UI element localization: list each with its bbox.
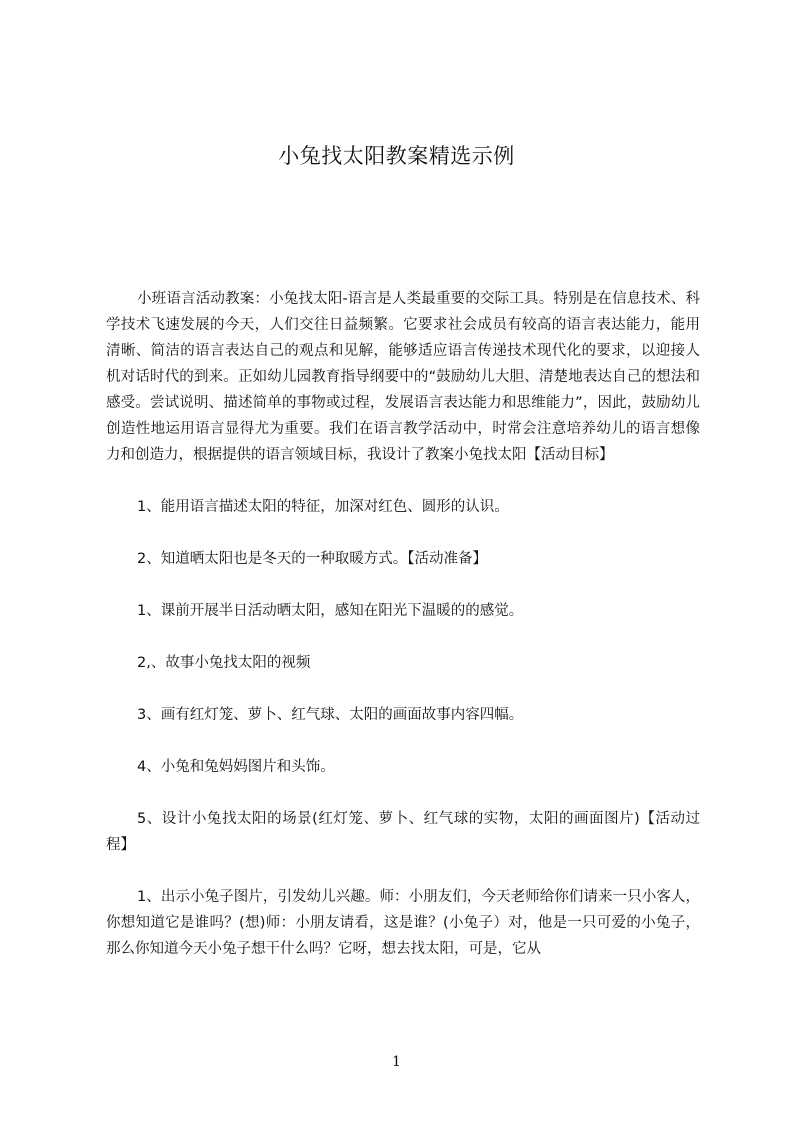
paragraph-prep-2: 2,、故事小兔找太阳的视频: [137, 655, 311, 671]
paragraph-intro: 小班语言活动教案：小兔找太阳-语言是人类最重要的交际工具。特别是在信息技术、科学技术飞速发展的今天，人们交往日益频繁。它要求社会成员有较高的语言表达能力，能用清晰、简洁的语言表达自己的观点和见解，能够适应语言传递技术现代化的要求，以迎接人机对话时代的到来。正如幼儿园教育指导纲要中的“鼓励幼儿大胆、清楚地表达自己的想法和感受。尝试说明、描述简单的事物或过程，发展语言表达能力和思维能力”，因此，鼓励幼儿创造性地运用语言显得尤为重要。我们在语言教学活动中，时常会注意培养幼儿的语言想像力和创造力，根据提供的语言领域目标，我设计了教案小兔找太阳【活动目标】: [106, 291, 700, 463]
paragraph-prep-4: 4、小兔和兔妈妈图片和头饰。: [137, 759, 335, 775]
document-body: [106, 286, 700, 988]
paragraph-prep-5: 5、设计小兔找太阳的场景(红灯笼、萝卜、红气球的实物，太阳的画面图片)【活动过程】: [106, 811, 700, 853]
paragraph-prep-1: 1、课前开展半日活动晒太阳，感知在阳光下温暖的的感觉。: [137, 603, 524, 619]
page-title: 小兔找太阳教案精选示例: [278, 144, 515, 168]
paragraph-goal-1: 1、能用语言描述太阳的特征，加深对红色、圆形的认识。: [137, 499, 509, 515]
page-number: 1: [392, 1054, 401, 1070]
paragraph-goal-2: 2、知道晒太阳也是冬天的一种取暖方式。【活动准备】: [137, 551, 487, 567]
paragraph-prep-3: 3、画有红灯笼、萝卜、红气球、太阳的画面故事内容四幅。: [137, 707, 524, 723]
paragraph-process-1: 1、出示小兔子图片，引发幼儿兴趣。师：小朋友们，今天老师给你们请来一只小客人，你想知道它是谁吗？(想)师：小朋友请看，这是谁？(小兔子）对，他是一只可爱的小兔子，那么你知道今天小兔子想干什么吗？它呀，想去找太阳，可是，它从: [106, 889, 700, 957]
